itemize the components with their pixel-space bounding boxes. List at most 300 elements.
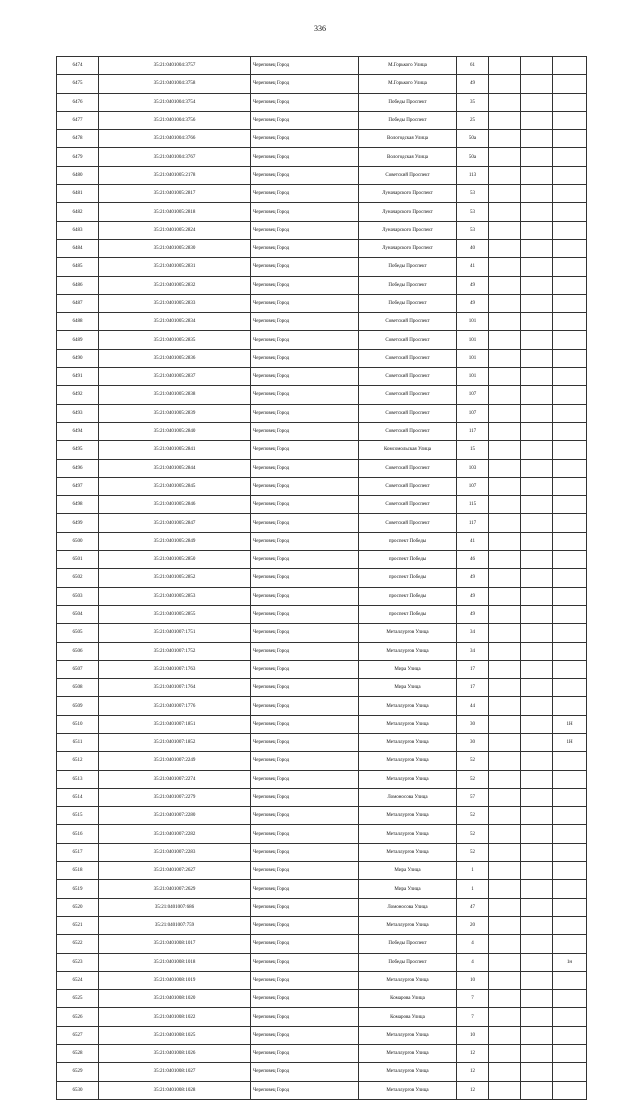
house-number-cell: 53 <box>457 221 489 239</box>
blank-cell <box>521 843 553 861</box>
table-row <box>57 569 587 587</box>
row-number: 6480 <box>57 166 99 184</box>
row-number: 6502 <box>57 569 99 587</box>
cadastral-number: 35:21:0401004:3767 <box>99 148 251 166</box>
row-number: 6476 <box>57 93 99 111</box>
table-row <box>57 111 587 129</box>
city-cell: Череповец Город <box>251 916 359 934</box>
blank-cell <box>489 349 521 367</box>
table-row <box>57 514 587 532</box>
blank-cell <box>521 807 553 825</box>
row-number: 6514 <box>57 788 99 806</box>
street-cell: Советский Проспект <box>359 404 457 422</box>
street-cell: Комсомольская Улица <box>359 441 457 459</box>
premises-cell: 1н <box>553 953 587 971</box>
cadastral-number: 35:21:0401005:2818 <box>99 203 251 221</box>
premises-cell <box>553 971 587 989</box>
cadastral-number: 35:21:0401005:2178 <box>99 166 251 184</box>
table-row <box>57 953 587 971</box>
table-row <box>57 551 587 569</box>
premises-cell <box>553 605 587 623</box>
table-row <box>57 386 587 404</box>
table-row <box>57 935 587 953</box>
blank-cell <box>489 1063 521 1081</box>
house-number-cell: 52 <box>457 807 489 825</box>
row-number: 6479 <box>57 148 99 166</box>
cadastral-number: 35:21:0401007:1751 <box>99 624 251 642</box>
row-number: 6520 <box>57 898 99 916</box>
blank-cell <box>489 569 521 587</box>
house-number-cell: 101 <box>457 313 489 331</box>
blank-cell <box>489 1081 521 1099</box>
house-number-cell: 4 <box>457 953 489 971</box>
city-cell: Череповец Город <box>251 185 359 203</box>
table-row <box>57 422 587 440</box>
house-number-cell: 101 <box>457 331 489 349</box>
blank-cell <box>489 697 521 715</box>
street-cell: Ломоносова Улица <box>359 898 457 916</box>
street-cell: Луначарского Проспект <box>359 185 457 203</box>
cadastral-number: 35:21:0401005:2845 <box>99 477 251 495</box>
house-number-cell: 115 <box>457 496 489 514</box>
table-row <box>57 1081 587 1099</box>
blank-cell <box>521 276 553 294</box>
blank-cell <box>489 880 521 898</box>
cadastral-number: 35:21:0401008:1017 <box>99 935 251 953</box>
house-number-cell: 52 <box>457 843 489 861</box>
blank-cell <box>521 496 553 514</box>
cadastral-number: 35:21:0401007:2627 <box>99 862 251 880</box>
blank-cell <box>521 935 553 953</box>
row-number: 6494 <box>57 422 99 440</box>
cadastral-number: 35:21:0401005:2847 <box>99 514 251 532</box>
blank-cell <box>521 532 553 550</box>
street-cell: Советский Проспект <box>359 496 457 514</box>
city-cell: Череповец Город <box>251 715 359 733</box>
blank-cell <box>489 422 521 440</box>
row-number: 6495 <box>57 441 99 459</box>
street-cell: Советский Проспект <box>359 313 457 331</box>
cadastral-number: 35:21:0401005:2817 <box>99 185 251 203</box>
cadastral-number: 35:21:0401007:2282 <box>99 825 251 843</box>
blank-cell <box>489 551 521 569</box>
table-row <box>57 349 587 367</box>
row-number: 6498 <box>57 496 99 514</box>
table-row <box>57 916 587 934</box>
blank-cell <box>489 715 521 733</box>
city-cell: Череповец Город <box>251 770 359 788</box>
house-number-cell: 52 <box>457 752 489 770</box>
table-row <box>57 75 587 93</box>
blank-cell <box>521 862 553 880</box>
blank-cell <box>489 294 521 312</box>
city-cell: Череповец Город <box>251 1045 359 1063</box>
house-number-cell: 12 <box>457 1063 489 1081</box>
premises-cell <box>553 166 587 184</box>
city-cell: Череповец Город <box>251 752 359 770</box>
blank-cell <box>521 422 553 440</box>
street-cell: Победы Проспект <box>359 111 457 129</box>
blank-cell <box>521 111 553 129</box>
premises-cell <box>553 935 587 953</box>
blank-cell <box>489 130 521 148</box>
row-number: 6521 <box>57 916 99 934</box>
blank-cell <box>521 349 553 367</box>
table-row <box>57 239 587 257</box>
table-row <box>57 1045 587 1063</box>
cadastral-number: 35:21:0401005:2830 <box>99 239 251 257</box>
street-cell: Металлургов Улица <box>359 807 457 825</box>
blank-cell <box>521 477 553 495</box>
blank-cell <box>489 404 521 422</box>
cadastral-number: 35:21:0401005:2849 <box>99 532 251 550</box>
row-number: 6496 <box>57 459 99 477</box>
cadastral-number: 35:21:0401004:3756 <box>99 111 251 129</box>
house-number-cell: 17 <box>457 679 489 697</box>
blank-cell <box>521 75 553 93</box>
city-cell: Череповец Город <box>251 1008 359 1026</box>
cadastral-number: 35:21:0401007:686 <box>99 898 251 916</box>
premises-cell <box>553 57 587 75</box>
street-cell: Луначарского Проспект <box>359 221 457 239</box>
blank-cell <box>489 770 521 788</box>
row-number: 6526 <box>57 1008 99 1026</box>
city-cell: Череповец Город <box>251 258 359 276</box>
city-cell: Череповец Город <box>251 587 359 605</box>
house-number-cell: 46 <box>457 551 489 569</box>
house-number-cell: 107 <box>457 477 489 495</box>
cadastral-number: 35:21:0401005:2833 <box>99 294 251 312</box>
cadastral-number: 35:21:0401008:1022 <box>99 1008 251 1026</box>
city-cell: Череповец Город <box>251 148 359 166</box>
row-number: 6483 <box>57 221 99 239</box>
blank-cell <box>521 697 553 715</box>
table-row <box>57 807 587 825</box>
blank-cell <box>521 1045 553 1063</box>
house-number-cell: 1 <box>457 880 489 898</box>
premises-cell <box>553 111 587 129</box>
row-number: 6518 <box>57 862 99 880</box>
table-row <box>57 862 587 880</box>
street-cell: Металлургов Улица <box>359 697 457 715</box>
table-row <box>57 971 587 989</box>
table-row <box>57 587 587 605</box>
house-number-cell: 50а <box>457 148 489 166</box>
table-row <box>57 148 587 166</box>
premises-cell <box>553 660 587 678</box>
premises-cell <box>553 880 587 898</box>
house-number-cell: 44 <box>457 697 489 715</box>
premises-cell <box>553 148 587 166</box>
cadastral-number: 35:21:0401005:2852 <box>99 569 251 587</box>
street-cell: Советский Проспект <box>359 422 457 440</box>
blank-cell <box>489 679 521 697</box>
cadastral-number: 35:21:0401005:2839 <box>99 404 251 422</box>
table-row <box>57 880 587 898</box>
street-cell: Мира Улица <box>359 679 457 697</box>
house-number-cell: 49 <box>457 75 489 93</box>
row-number: 6487 <box>57 294 99 312</box>
row-number: 6516 <box>57 825 99 843</box>
cadastral-number: 35:21:0401005:2844 <box>99 459 251 477</box>
blank-cell <box>521 715 553 733</box>
row-number: 6489 <box>57 331 99 349</box>
street-cell: проспект Победы <box>359 569 457 587</box>
cadastral-number: 35:21:0401008:1025 <box>99 1026 251 1044</box>
blank-cell <box>489 807 521 825</box>
row-number: 6511 <box>57 733 99 751</box>
table-row <box>57 57 587 75</box>
table-row <box>57 990 587 1008</box>
cadastral-number: 35:21:0401007:2249 <box>99 752 251 770</box>
city-cell: Череповец Город <box>251 624 359 642</box>
city-cell: Череповец Город <box>251 239 359 257</box>
street-cell: Комарова Улица <box>359 1008 457 1026</box>
city-cell: Череповец Город <box>251 697 359 715</box>
row-number: 6490 <box>57 349 99 367</box>
cadastral-number: 35:21:0401005:2831 <box>99 258 251 276</box>
premises-cell <box>553 93 587 111</box>
row-number: 6528 <box>57 1045 99 1063</box>
blank-cell <box>489 258 521 276</box>
city-cell: Череповец Город <box>251 935 359 953</box>
premises-cell <box>553 642 587 660</box>
blank-cell <box>521 953 553 971</box>
street-cell: проспект Победы <box>359 551 457 569</box>
premises-cell <box>553 441 587 459</box>
premises-cell <box>553 990 587 1008</box>
table-row <box>57 715 587 733</box>
city-cell: Череповец Город <box>251 276 359 294</box>
row-number: 6507 <box>57 660 99 678</box>
row-number: 6500 <box>57 532 99 550</box>
row-number: 6491 <box>57 368 99 386</box>
city-cell: Череповец Город <box>251 459 359 477</box>
blank-cell <box>489 953 521 971</box>
blank-cell <box>521 221 553 239</box>
street-cell: Металлургов Улица <box>359 916 457 934</box>
city-cell: Череповец Город <box>251 93 359 111</box>
blank-cell <box>489 1045 521 1063</box>
blank-cell <box>521 587 553 605</box>
city-cell: Череповец Город <box>251 111 359 129</box>
blank-cell <box>489 239 521 257</box>
premises-cell <box>553 422 587 440</box>
blank-cell <box>489 752 521 770</box>
street-cell: Металлургов Улица <box>359 733 457 751</box>
street-cell: Металлургов Улица <box>359 624 457 642</box>
cadastral-number: 35:21:0401005:2840 <box>99 422 251 440</box>
cadastral-number: 35:21:0401007:1752 <box>99 642 251 660</box>
table-row <box>57 477 587 495</box>
house-number-cell: 41 <box>457 532 489 550</box>
street-cell: Победы Проспект <box>359 93 457 111</box>
premises-cell <box>553 386 587 404</box>
house-number-cell: 10 <box>457 1026 489 1044</box>
blank-cell <box>489 111 521 129</box>
city-cell: Череповец Город <box>251 862 359 880</box>
blank-cell <box>489 331 521 349</box>
cadastral-number: 35:21:0401007:2280 <box>99 807 251 825</box>
house-number-cell: 34 <box>457 624 489 642</box>
house-number-cell: 49 <box>457 587 489 605</box>
street-cell: Металлургов Улица <box>359 1026 457 1044</box>
blank-cell <box>521 386 553 404</box>
street-cell: Победы Проспект <box>359 276 457 294</box>
blank-cell <box>521 459 553 477</box>
row-number: 6524 <box>57 971 99 989</box>
city-cell: Череповец Город <box>251 807 359 825</box>
house-number-cell: 17 <box>457 660 489 678</box>
premises-cell <box>553 496 587 514</box>
blank-cell <box>489 148 521 166</box>
premises-cell <box>553 587 587 605</box>
house-number-cell: 107 <box>457 386 489 404</box>
table-row <box>57 1008 587 1026</box>
blank-cell <box>521 258 553 276</box>
table-row <box>57 843 587 861</box>
house-number-cell: 15 <box>457 441 489 459</box>
street-cell: Советский Проспект <box>359 331 457 349</box>
cadastral-number: 35:21:0401004:3757 <box>99 57 251 75</box>
blank-cell <box>489 221 521 239</box>
row-number: 6530 <box>57 1081 99 1099</box>
row-number: 6527 <box>57 1026 99 1044</box>
premises-cell <box>553 368 587 386</box>
table-row <box>57 313 587 331</box>
row-number: 6477 <box>57 111 99 129</box>
premises-cell <box>553 130 587 148</box>
city-cell: Череповец Город <box>251 660 359 678</box>
row-number: 6509 <box>57 697 99 715</box>
cadastral-number: 35:21:0401005:2841 <box>99 441 251 459</box>
street-cell: М.Горького Улица <box>359 75 457 93</box>
blank-cell <box>489 587 521 605</box>
row-number: 6482 <box>57 203 99 221</box>
blank-cell <box>521 1081 553 1099</box>
street-cell: Металлургов Улица <box>359 770 457 788</box>
premises-cell <box>553 843 587 861</box>
cadastral-number: 35:21:0401008:1019 <box>99 971 251 989</box>
city-cell: Череповец Город <box>251 679 359 697</box>
city-cell: Череповец Город <box>251 422 359 440</box>
row-number: 6481 <box>57 185 99 203</box>
street-cell: Советский Проспект <box>359 368 457 386</box>
house-number-cell: 103 <box>457 459 489 477</box>
street-cell: Советский Проспект <box>359 459 457 477</box>
city-cell: Череповец Город <box>251 404 359 422</box>
row-number: 6513 <box>57 770 99 788</box>
house-number-cell: 101 <box>457 368 489 386</box>
street-cell: Металлургов Улица <box>359 715 457 733</box>
table-row <box>57 185 587 203</box>
street-cell: Металлургов Улица <box>359 1081 457 1099</box>
house-number-cell: 7 <box>457 990 489 1008</box>
blank-cell <box>489 825 521 843</box>
house-number-cell: 49 <box>457 276 489 294</box>
premises-cell <box>553 551 587 569</box>
street-cell: Комарова Улица <box>359 990 457 1008</box>
blank-cell <box>489 441 521 459</box>
house-number-cell: 117 <box>457 422 489 440</box>
city-cell: Череповец Город <box>251 386 359 404</box>
house-number-cell: 101 <box>457 349 489 367</box>
table-row <box>57 788 587 806</box>
city-cell: Череповец Город <box>251 349 359 367</box>
blank-cell <box>489 496 521 514</box>
city-cell: Череповец Город <box>251 1081 359 1099</box>
premises-cell <box>553 404 587 422</box>
row-number: 6503 <box>57 587 99 605</box>
city-cell: Череповец Город <box>251 57 359 75</box>
street-cell: Советский Проспект <box>359 349 457 367</box>
table-row <box>57 404 587 422</box>
table-row <box>57 624 587 642</box>
street-cell: Металлургов Улица <box>359 1045 457 1063</box>
cadastral-number: 35:21:0401005:2835 <box>99 331 251 349</box>
street-cell: Вологодская Улица <box>359 148 457 166</box>
premises-cell <box>553 75 587 93</box>
blank-cell <box>521 130 553 148</box>
blank-cell <box>489 57 521 75</box>
premises-cell <box>553 349 587 367</box>
premises-cell <box>553 276 587 294</box>
table-row <box>57 294 587 312</box>
street-cell: Металлургов Улица <box>359 642 457 660</box>
cadastral-number: 35:21:0401007:1763 <box>99 660 251 678</box>
house-number-cell: 20 <box>457 916 489 934</box>
city-cell: Череповец Город <box>251 294 359 312</box>
blank-cell <box>489 605 521 623</box>
table-row <box>57 1063 587 1081</box>
table-row <box>57 368 587 386</box>
cadastral-number: 35:21:0401008:1020 <box>99 990 251 1008</box>
city-cell: Череповец Город <box>251 221 359 239</box>
row-number: 6501 <box>57 551 99 569</box>
table-row <box>57 331 587 349</box>
cadastral-number: 35:21:0401004:3758 <box>99 75 251 93</box>
house-number-cell: 107 <box>457 404 489 422</box>
city-cell: Череповец Город <box>251 496 359 514</box>
house-number-cell: 50а <box>457 130 489 148</box>
house-number-cell: 52 <box>457 825 489 843</box>
blank-cell <box>489 313 521 331</box>
blank-cell <box>521 514 553 532</box>
street-cell: М.Горького Улица <box>359 57 457 75</box>
row-number: 6485 <box>57 258 99 276</box>
blank-cell <box>489 386 521 404</box>
street-cell: Вологодская Улица <box>359 130 457 148</box>
house-number-cell: 34 <box>457 642 489 660</box>
cadastral-number: 35:21:0401005:2846 <box>99 496 251 514</box>
street-cell: Металлургов Улица <box>359 752 457 770</box>
cadastral-number: 35:21:0401005:2850 <box>99 551 251 569</box>
table-row <box>57 130 587 148</box>
cadastral-number: 35:21:0401004:3766 <box>99 130 251 148</box>
blank-cell <box>489 898 521 916</box>
row-number: 6510 <box>57 715 99 733</box>
blank-cell <box>489 477 521 495</box>
premises-cell <box>553 898 587 916</box>
house-number-cell: 117 <box>457 514 489 532</box>
blank-cell <box>489 916 521 934</box>
premises-cell <box>553 1081 587 1099</box>
blank-cell <box>521 203 553 221</box>
row-number: 6492 <box>57 386 99 404</box>
city-cell: Череповец Город <box>251 971 359 989</box>
premises-cell <box>553 203 587 221</box>
table-row <box>57 276 587 294</box>
